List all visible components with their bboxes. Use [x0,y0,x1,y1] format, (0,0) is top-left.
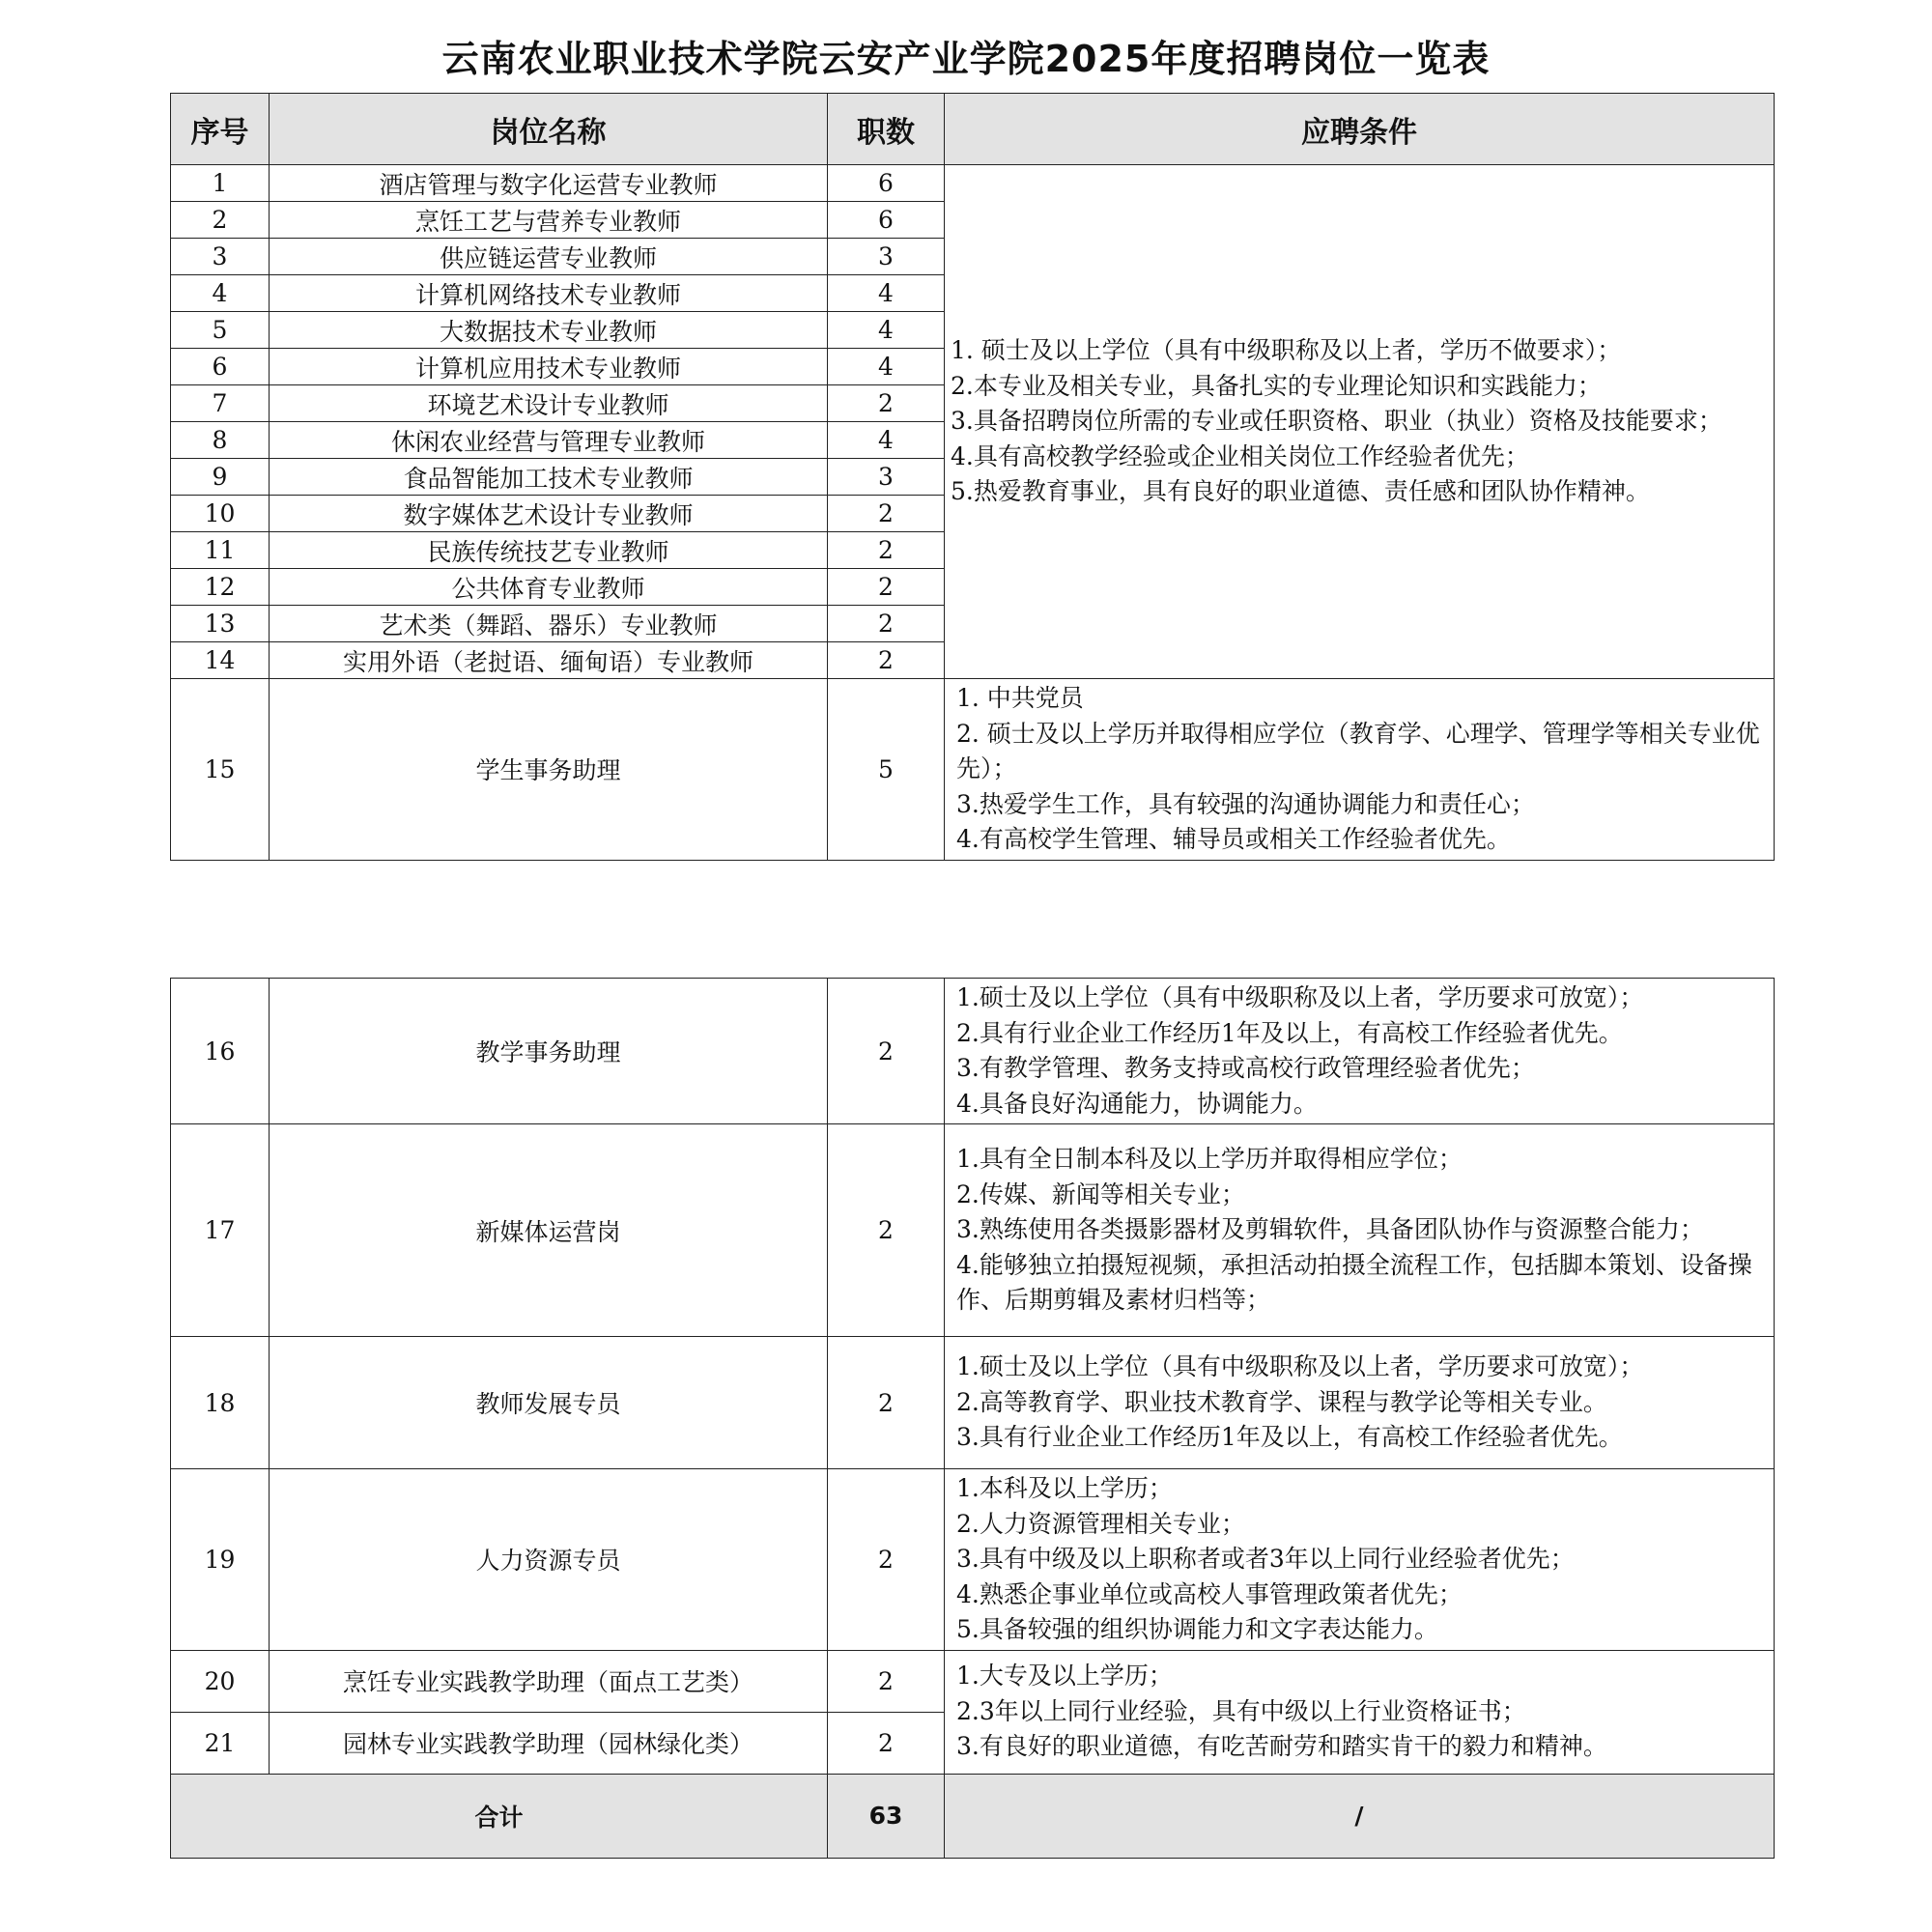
row-no: 10 [171,496,270,532]
row-name: 环境艺术设计专业教师 [270,385,828,422]
row-name: 民族传统技艺专业教师 [270,532,828,569]
row-no: 3 [171,239,270,275]
header-count: 职数 [828,94,945,165]
row-name: 食品智能加工技术专业教师 [270,459,828,496]
row-name: 学生事务助理 [270,679,828,861]
row-name: 新媒体运营岗 [270,1124,828,1337]
requirement-line: 4.能够独立拍摄短视频，承担活动拍摄全流程工作，包括脚本策划、设备操作、后期剪辑及素材归档等； [956,1250,1752,1315]
row-name: 供应链运营专业教师 [270,239,828,275]
header-no: 序号 [171,94,270,165]
requirement-line: 1.本科及以上学历； [956,1474,1173,1502]
row-count: 2 [828,532,945,569]
total-row [171,1774,1775,1858]
row-no: 7 [171,385,270,422]
table-row [171,679,1775,861]
requirement-line: 1. 中共党员 [956,684,1084,712]
row-count: 2 [828,1337,945,1469]
requirements-20-21 [945,1650,1775,1774]
requirement-line: 5.热爱教育事业，具有良好的职业道德、责任感和团队协作精神。 [951,477,1650,506]
row-no: 13 [171,606,270,642]
row-count: 2 [828,1469,945,1651]
requirement-line: 2.人力资源管理相关专业； [956,1509,1245,1538]
page-title: 云南农业职业技术学院云安产业学院2025年度招聘岗位一览表 [441,38,1491,80]
requirements-16 [945,979,1775,1124]
total-label: 合计 [171,1774,828,1858]
row-count: 3 [828,459,945,496]
row-name: 园林专业实践教学助理（园林绿化类） [270,1712,828,1774]
row-count: 4 [828,349,945,385]
table-row [171,1650,1775,1712]
requirements-15 [945,679,1775,861]
row-count: 2 [828,1650,945,1712]
row-no: 8 [171,422,270,459]
row-no: 16 [171,979,270,1124]
row-name: 计算机网络技术专业教师 [270,275,828,312]
row-name: 公共体育专业教师 [270,569,828,606]
total-requirements: / [945,1774,1775,1858]
requirements-18 [945,1337,1775,1469]
requirement-line: 2.高等教育学、职业技术教育学、课程与教学论等相关专业。 [956,1387,1607,1416]
row-count: 4 [828,275,945,312]
requirement-line: 2.本专业及相关专业，具备扎实的专业理论知识和实践能力； [951,371,1602,400]
requirement-line: 4.具备良好沟通能力，协调能力。 [956,1089,1318,1118]
requirement-line: 3.具有行业企业工作经历1年及以上，有高校工作经验者优先。 [956,1423,1623,1452]
table-row [171,1469,1775,1651]
requirement-line: 1. 硕士及以上学位（具有中级职称及以上者，学历不做要求）； [951,336,1622,365]
row-no: 12 [171,569,270,606]
requirement-line: 4.有高校学生管理、辅导员或相关工作经验者优先。 [956,825,1511,853]
requirement-line: 3.熟练使用各类摄影器材及剪辑软件，具备团队协作与资源整合能力； [956,1215,1704,1244]
table-row [171,1124,1775,1337]
recruitment-table-part1 [170,93,1775,861]
recruitment-table-part2 [170,978,1775,1859]
row-name: 教师发展专员 [270,1337,828,1469]
requirement-line: 3.有教学管理、教务支持或高校行政管理经验者优先； [956,1054,1535,1082]
row-count: 2 [828,642,945,679]
row-name: 计算机应用技术专业教师 [270,349,828,385]
row-no: 19 [171,1469,270,1651]
requirement-line: 2.具有行业企业工作经历1年及以上，有高校工作经验者优先。 [956,1018,1623,1047]
row-no: 2 [171,202,270,239]
row-name: 大数据技术专业教师 [270,312,828,349]
row-no: 18 [171,1337,270,1469]
requirement-line: 2. 硕士及以上学历并取得相应学位（教育学、心理学、管理学等相关专业优先）； [956,719,1760,782]
requirement-line: 4.熟悉企事业单位或高校人事管理政策者优先； [956,1579,1463,1608]
row-count: 2 [828,569,945,606]
row-no: 9 [171,459,270,496]
row-no: 1 [171,165,270,202]
requirement-line: 2.3年以上同行业经验，具有中级以上行业资格证书； [956,1696,1526,1725]
row-count: 5 [828,679,945,861]
row-count: 2 [828,496,945,532]
table-row [171,1337,1775,1469]
header-requirements: 应聘条件 [945,94,1775,165]
requirement-line: 1.硕士及以上学位（具有中级职称及以上者，学历要求可放宽）； [956,983,1644,1011]
row-name: 艺术类（舞蹈、器乐）专业教师 [270,606,828,642]
row-count: 2 [828,1712,945,1774]
row-name: 烹饪工艺与营养专业教师 [270,202,828,239]
row-no: 6 [171,349,270,385]
row-name: 教学事务助理 [270,979,828,1124]
table-row [171,165,1775,202]
requirements-teachers [945,165,1775,679]
total-count: 63 [828,1774,945,1858]
row-no: 14 [171,642,270,679]
row-name: 烹饪专业实践教学助理（面点工艺类） [270,1650,828,1712]
row-name: 人力资源专员 [270,1469,828,1651]
row-count: 2 [828,606,945,642]
row-no: 11 [171,532,270,569]
row-no: 20 [171,1650,270,1712]
requirement-line: 3.热爱学生工作，具有较强的沟通协调能力和责任心； [956,789,1535,818]
row-name: 实用外语（老挝语、缅甸语）专业教师 [270,642,828,679]
row-name: 休闲农业经营与管理专业教师 [270,422,828,459]
row-no: 5 [171,312,270,349]
requirement-line: 5.具备较强的组织协调能力和文字表达能力。 [956,1615,1438,1643]
row-name: 数字媒体艺术设计专业教师 [270,496,828,532]
row-name: 酒店管理与数字化运营专业教师 [270,165,828,202]
row-count: 4 [828,422,945,459]
requirements-17 [945,1124,1775,1337]
header-name: 岗位名称 [270,94,828,165]
row-count: 3 [828,239,945,275]
requirement-line: 1.具有全日制本科及以上学历并取得相应学位； [956,1145,1463,1174]
requirement-line: 3.具有中级及以上职称者或者3年以上同行业经验者优先； [956,1545,1575,1573]
row-count: 2 [828,385,945,422]
requirement-line: 3.具备招聘岗位所需的专业或任职资格、职业（执业）资格及技能要求； [951,407,1722,436]
table-header-row [171,94,1775,165]
row-count: 6 [828,202,945,239]
row-count: 2 [828,979,945,1124]
requirement-line: 1.大专及以上学历； [956,1662,1173,1690]
requirement-line: 2.传媒、新闻等相关专业； [956,1179,1245,1208]
row-no: 17 [171,1124,270,1337]
row-count: 6 [828,165,945,202]
row-count: 2 [828,1124,945,1337]
row-no: 15 [171,679,270,861]
requirements-19 [945,1469,1775,1651]
row-count: 4 [828,312,945,349]
requirement-line: 3.有良好的职业道德，有吃苦耐劳和踏实肯干的毅力和精神。 [956,1732,1607,1761]
table-row [171,979,1775,1124]
requirement-line: 1.硕士及以上学位（具有中级职称及以上者，学历要求可放宽）； [956,1352,1644,1381]
row-no: 21 [171,1712,270,1774]
row-no: 4 [171,275,270,312]
requirement-line: 4.具有高校教学经验或企业相关岗位工作经验者优先； [951,441,1529,470]
